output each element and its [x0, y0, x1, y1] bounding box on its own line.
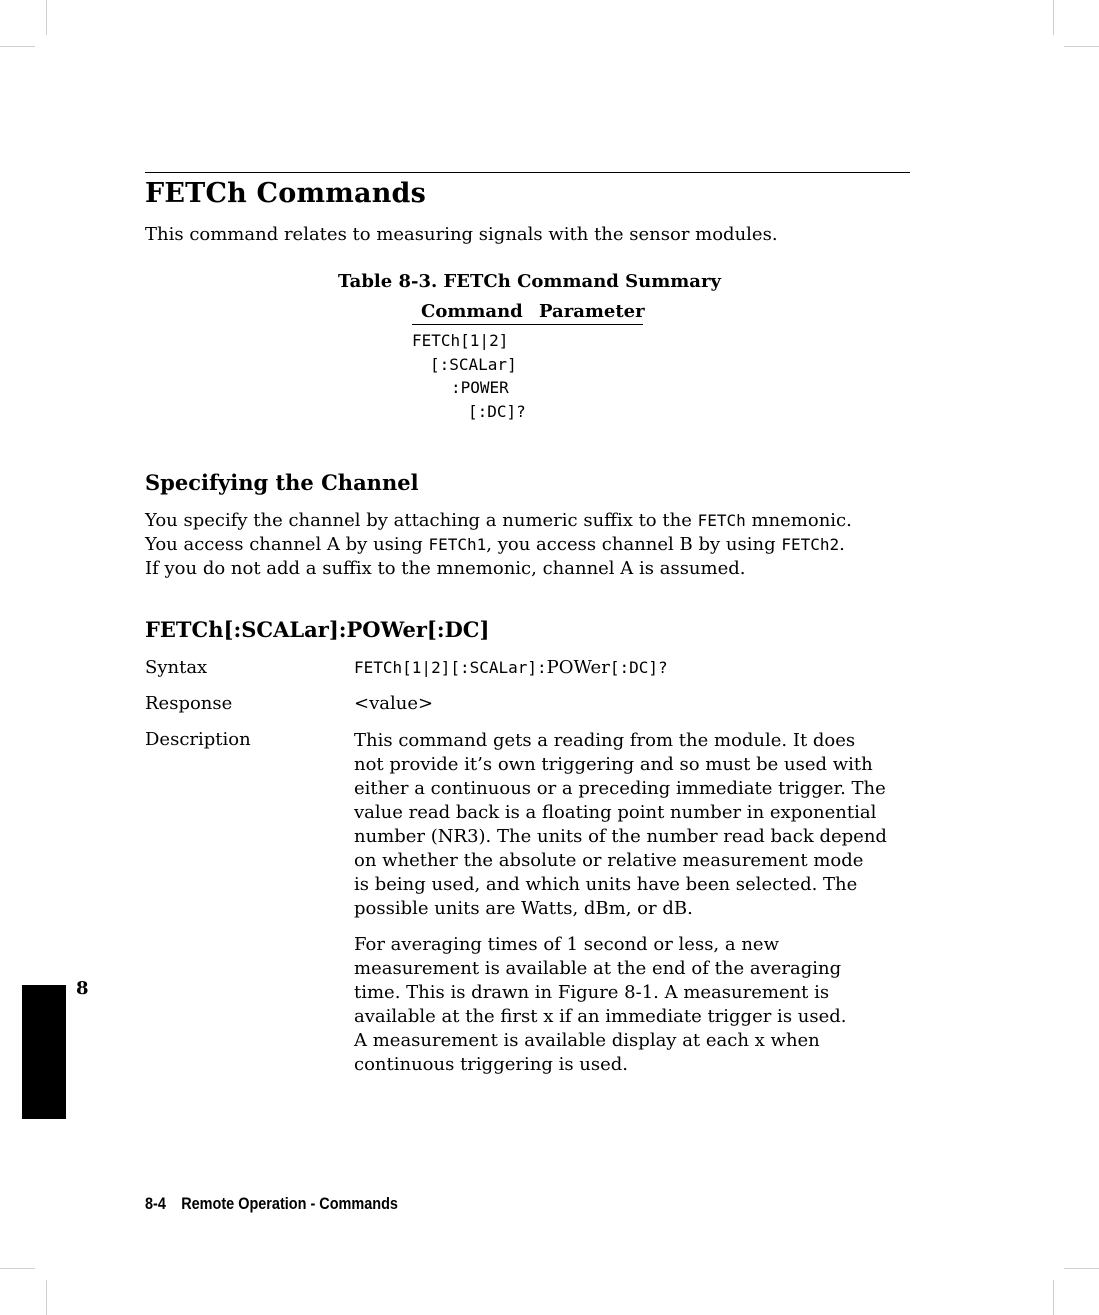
table-header-parameter: Parameter	[539, 301, 645, 322]
table-command-row: [:SCALar]	[430, 355, 517, 374]
table-command-row: :POWER	[451, 378, 509, 397]
chapter-tab-number: 8	[76, 978, 89, 999]
table-caption: Table 8-3. FETCh Command Summary	[338, 271, 721, 292]
section-intro: This command relates to measuring signals with the sensor modules.	[145, 224, 778, 245]
description-line: measurement is available at the end of the averaging	[354, 958, 842, 979]
text-run: .	[839, 534, 845, 555]
syntax-label: Syntax	[145, 657, 208, 678]
description-line: time. This is drawn in Figure 8-1. A measurement is	[354, 982, 830, 1003]
channel-line-3: If you do not add a suffix to the mnemonic, channel A is assumed.	[145, 558, 746, 579]
text-run: You access channel A by using	[145, 534, 429, 555]
response-value: <value>	[354, 693, 434, 714]
text-run: You specify the channel by attaching a numeric suffix to the	[145, 510, 698, 531]
description-line: value read back is a floating point number in exponential	[354, 802, 877, 823]
description-line: possible units are Watts, dBm, or dB.	[354, 898, 693, 919]
description-line: continuous triggering is used.	[354, 1054, 629, 1075]
response-label: Response	[145, 693, 233, 714]
table-header-command: Command	[421, 301, 523, 322]
syntax-code-a: FETCh[1|2][:SCALar]:	[354, 658, 547, 677]
description-line: available at the first x if an immediate trigger is used.	[354, 1006, 847, 1027]
text-run: mnemonic.	[745, 510, 852, 531]
crop-mark	[0, 46, 35, 47]
syntax-code-c: [:DC]?	[609, 658, 668, 677]
description-paragraph-2	[354, 933, 914, 1077]
description-line: For averaging times of 1 second or less, a new	[354, 934, 779, 955]
table-command-row: [:DC]?	[468, 402, 526, 421]
code-fetch: FETCh	[697, 511, 746, 530]
crop-mark	[0, 1268, 35, 1269]
syntax-code-b: POWer	[546, 657, 610, 678]
channel-heading: Specifying the Channel	[145, 470, 419, 495]
text-run: , you access channel B by using	[486, 534, 782, 555]
description-line: not provide it’s own triggering and so must be used with	[354, 754, 873, 775]
command-heading: FETCh[:SCALar]:POWer[:DC]	[145, 617, 490, 642]
description-paragraph-1	[354, 729, 914, 921]
description-line: This command gets a reading from the module. It does	[354, 730, 856, 751]
description-line: number (NR3). The units of the number read back depend	[354, 826, 887, 847]
syntax-value	[354, 657, 668, 678]
crop-mark	[1053, 1280, 1054, 1315]
crop-mark	[46, 0, 47, 35]
code-fetch1: FETCh1	[428, 535, 487, 554]
channel-line-2	[145, 533, 852, 557]
crop-mark	[1064, 46, 1099, 47]
description-line: A measurement is available display at each x when	[354, 1030, 820, 1051]
crop-mark	[1053, 0, 1054, 35]
channel-line-1	[145, 509, 852, 533]
crop-mark	[46, 1280, 47, 1315]
description-line: is being used, and which units have been selected. The	[354, 874, 858, 895]
table-header-rule	[412, 324, 643, 325]
section-top-rule	[145, 172, 910, 173]
description-label: Description	[145, 729, 251, 750]
description-line: on whether the absolute or relative measurement mode	[354, 850, 864, 871]
page-footer	[145, 1194, 398, 1214]
description-line: either a continuous or a preceding immediate trigger. The	[354, 778, 886, 799]
footer-page-number: 8-4	[145, 1194, 166, 1213]
code-fetch2: FETCh2	[781, 535, 840, 554]
channel-paragraph	[145, 509, 852, 581]
chapter-tab-block	[22, 985, 66, 1119]
table-command-row: FETCh[1|2]	[412, 331, 509, 350]
crop-mark	[1064, 1268, 1099, 1269]
section-title: FETCh Commands	[145, 178, 427, 209]
footer-title: Remote Operation - Commands	[181, 1194, 398, 1213]
